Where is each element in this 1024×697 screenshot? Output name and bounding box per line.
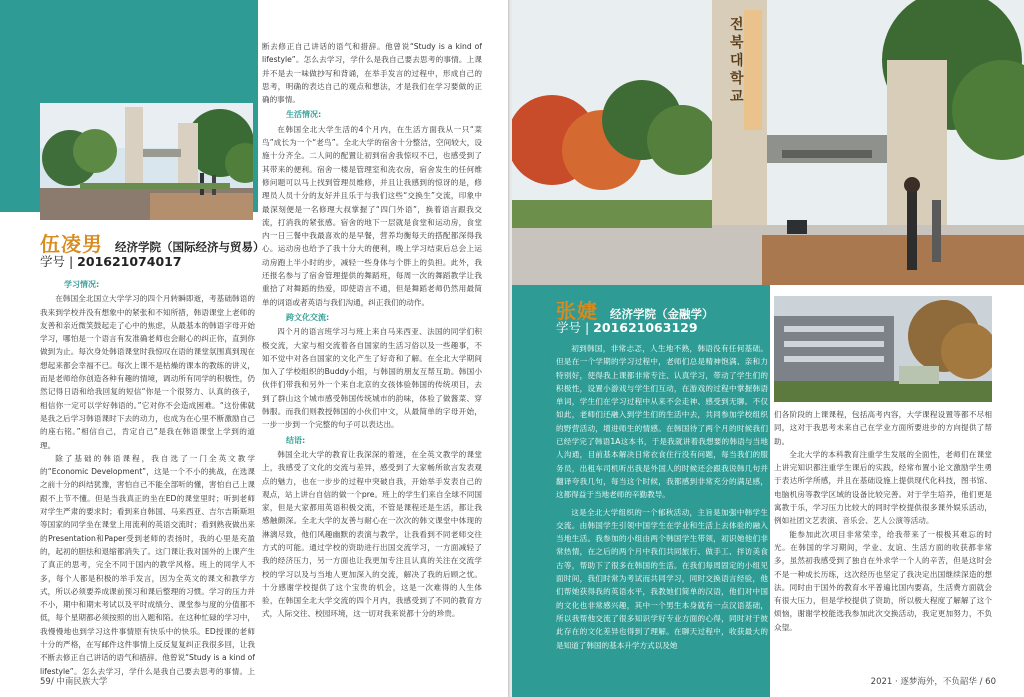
left-person-name: 伍凌男 xyxy=(40,232,103,256)
paragraph-continued: 断去修正自己讲话的语气和措辞。他曾说“Study is a kind of lifestyle”。怎么去学习，学什么是我自己要去思考的事情。上课并不是去一味做抄写和背诵，在举手发言的过程中，形成自己的思考，明确的表达自己的观点和想法，才是我们在学习要做的正确的事情。 xyxy=(262,42,482,105)
left-page xyxy=(0,0,510,697)
paragraph: 初到韩国，非常忐忑，人生地不熟，韩语没有任何基础。但是在一个学期的学习过程中，老师们总是精神饱满、亲和力特别好，使得我上课都非常专注、认真学习，带动了学生们的积极性，设置小游戏与学生们互动，在游戏的过程中掌握韩语单词，学生们在学习过程中从来不会走神、感受到无聊。不仅如此，老师们还融入到学生们的生活中去，共同参加学校组织的野营活动，增进师生的情感。在韩国待了两个月的时候我们已经学完了韩语1A这本书，于是我就讲着我想要的韩语与当地人沟通，目前基本解决日常衣食住行没有问题，每当我们的服务员，出租车司机听出我是外国人的时候还会跟我说韩几句并翻译夸我几句，每当这个时候，我都感到非常充分的满足感，这都得益于当地老师的辛勤教导。 xyxy=(556,344,768,500)
paragraph: 在韩国全北大学生活的4个月内，在生活方面我从一只“菜鸟”成长为一个“老鸟”。全北大学的宿舍十分整洁，空间较大，设施十分齐全。二人间的配置让初到宿舍我惊叹不已，也感受到了其带来的便利。宿舍一楼是管理室和洗衣房，宿舍发生的任何维修问题可以马上找到管理员维修，并且让我感到的惊讶的是，修理员人员十分的友好并且乐于与我们这些“交换生”交流，印象中最深刻便是一名修理大叔掌握了“四门外语”，换着语言跟我交流，打消我的紧张感。宿舍的地下一层就是食堂和运动房，食堂内一日三餐中我最喜欢的是早餐，营养均衡每天的搭配都深得我心。运动房也给予了我十分大的便利，晚上学习结束后总会上运动房跑上半小时的步，减轻一些身体与个胖上的负担。此外，我还报名参与了宿舍管理提供的舞蹈班，每周一次的舞蹈教学让我重拾了对舞蹈的热爱，即使语言不通，但是舞蹈老师仍然用最简单的词语或者英语与我们沟通，纠正我们的动作。 xyxy=(262,124,482,307)
section-heading: 结语: xyxy=(286,435,306,445)
right-page xyxy=(512,0,1024,697)
right-column-2 xyxy=(774,408,992,668)
paragraph: 在韩国全北国立大学学习的四个月转瞬即逝，考基础韩语的我来到学校并没有想象中的紧张和不知所措，韩语课堂上老师的友善和亲近微笑鼓起走了心中的焦虑，从最基本的韩语字母开始学习，哪怕是一个语言有发准确老师也会耐心的纠正你，直到你做到为止。每次身处韩语课堂时我惊叹在语的课堂氛围真到现在想起来都会幸福不已。每次上课不是枯燥的课本的教练的讲义，而是老师给你创造各种有趣的情境，调动所有同学的积极性，仍然记得日语和给我回复的短信“你是一个很努力、认真的孩子，相信你一定可以学好韩语的。”它对你不会造成困难。“这份佛就是我之后学习韩语课时下去的动力，也成为在心里不断激励自己的座右铭。”相信自己，肯定自己”是我在韩语课堂上学到的道理。 xyxy=(40,294,255,450)
paragraph: 这是全北大学组织的一个郁秋活动，主旨是加强中韩学生交流。由韩国学生引领中国学生在学业和生活上去体验的融入当地生活。我参加的小组由两个韩国学生带领，初识她他们非常热情，在之后的两个月中我们共同旅行、做手工、拌访美食古等，帮助下了很多在韩国的生活。在我们每周固定的小组见面时间，我们时常为考试而共同学习，同时交换语言经验，他们帮她获得我的英语水平，我教她们简单的汉语，他们对中国的文化也非常感兴趣，其中一个男生本身就有一点汉语基础，所以我帮他交流了很多知识学好专业方面的心得，同时对于彼此存在的文化差异也得到了理解。在聊天过程中，收获最大的是知道了韩国的基本升学方式以及她 xyxy=(556,507,768,650)
paragraph: 四个月的语言班学习与班上来自马来西亚、法国的同学们积极交流，大家与相交流着各自国家的生活习俗以及一些趣事，不知不觉中对各自国家的文化产生了好奇和了解。在全北大学期间加入了学校组织的Buddy小组，与韩国的朋友互帮互助。韩国小伙伴们带我和另外一个来自北京的女孩体验韩国的传统项目，去到了群山这个城市感受韩国传统城市的韵味，体验了做酱菜、穿韩服。而我们则教授韩国的小伙们中文，从最简单的字母开始，一步一步到一个完整的句子可以表达出。 xyxy=(262,327,482,430)
right-person-dept: 经济学院（金融学） xyxy=(610,307,714,321)
paragraph: 韩国全北大学的教育让我深深的着迷，在全英文教学的课堂上，我感受了文化的交流与差异，感受到了大家畅所欲言发表观点的魅力，也在一步步的过程中突破自我，开始举手发表自己的观点，站上讲台自信的做一个pre。班上的学生们来自全球不同国家，但是大家都用英语积极交流，不管是课程还是生活，都让我感触颇深。全北大学的友善与耐心在一次次的韩文课堂中体现的淋漓尽致，他们风趣幽默的表演与教学，让我看到不同老师交往方式的可能。通过学校的资助进行出国交流学习，一方面减轻了我的经济压力，另一方面也让我更加专注且认真的关注在交流学校的学习以及与当地人更加深入的交流，解决了我的后顾之忧。十分感谢学校提供了这个宝贵的机会，这是一次难得的人生体验，在韩国全北大学交流的四个月内，我感受到了不同的教育方式，人际交往、校园环境，这一切对我来说都十分的珍贵。 xyxy=(262,449,482,619)
left-column-2 xyxy=(262,40,482,680)
paragraph: 除了基础的韩语课程，我自选了一门全英文教学的“Economic Development”，这是一个不小的挑战，在选课之前十分的纠结犹豫，害怕自己不能全部听的懂，害怕自己上课跟不上节不懂。但是当我真正的坐在ED的课堂里时；听到老师对学生严肃的要求时；看到来自韩国、马来西亚、吉尔吉斯斯坦等国家的同学坐在课堂上用流利的英语交流时；看到熟夜做出来的Presentation和Paper受到老师的表扬时，我的心里是充盈的，起初的胆怯和退缩都消失了。这门课让我对国外的上课产生了真正的思考，完全不同于国内的教学风格。班上的同学人不多，每个人都是积极的举手发言，因为全英文的课文和教学方式，所以必须要养成课前预习和课后整理的习惯。学习的压力并不小，期中和期末考试以及平时成绩分、课堂参与度的分值都不低，每个星期都必须按照的出入题和陷。在这种忙碌的学习中，我慢慢地也到学习这件事情原有快乐中的快乐。ED授课的老师十分的严格，在写邮件这件事情上反反复复纠正我很多回，让我不断去修正自己讲话的语气和措辞。他曾说“Study is a kind of lifestyle”。怎么去学习，学什么是我自己要去思考的事情。上 xyxy=(40,453,255,676)
section-heading: 学习情况: xyxy=(64,280,100,289)
left-footer: 59/ 中南民族大学 xyxy=(40,677,108,687)
right-person-name: 张婕 xyxy=(556,299,598,323)
left-student-id xyxy=(40,252,182,270)
section-heading: 跨文化交流: xyxy=(286,312,330,322)
paragraph: 能参加此次项目非常荣幸，给我带来了一根极其难忘的时光。在韩国的学习期间，学业、友谊、生活方面的收获都非常多，虽然初我感受到了独自在外求学一个人的辛苦，但是这时会不是一种成长历练，这次经历也坚定了我决定出国继续深造的想法。同时由于国外的教育水平普遍比国内要高，生活费方面就会有很大压力，但是学校提供了资助，所以极大程度了解解了这个烦恼，谢谢学校能选我参加此次交换活动，我定更加努力，不负众望。 xyxy=(774,529,992,632)
right-column-1 xyxy=(556,342,768,687)
paragraph: 全北大学的本科教育注重学生发展的全面性，老师们在课堂上讲完知识都注重学生课后的实践，经常布置小论文激励学生勇于表达所学所感，并且在基础设施上提供现代化科技，图书馆、电脑机房等教学区域的设备比较完善。对于学生培养，他们更是寓教于乐，学习压力比较大的同时学校提供很多课外娱乐活动，例如社团文艺表演、音乐会、艺人公演等活动。 xyxy=(774,449,992,526)
left-id-label: 学号 | xyxy=(40,254,74,269)
paragraph: 们各阶段的上课课程，包括高考内容，大学课程设置等都不尽相同，这对于我思考未来自己在学业方面所要进步的方向提供了帮助。 xyxy=(774,410,992,446)
right-id-value: 201621063129 xyxy=(593,320,698,335)
right-footer: 2021 · 逐梦海外，不负韶华 / 60 xyxy=(870,677,996,687)
right-campus-photo xyxy=(512,0,1024,285)
right-student-id xyxy=(556,318,698,336)
left-column-1 xyxy=(40,276,255,676)
section-heading: 生活情况: xyxy=(286,110,322,120)
right-small-photo xyxy=(774,296,992,402)
left-person-dept: 经济学院（国际经济与贸易） xyxy=(115,240,265,254)
right-id-label: 学号 | xyxy=(556,320,590,335)
left-id-value: 201621074017 xyxy=(77,254,182,269)
photo-sign-text: 전북대학교 xyxy=(730,17,744,105)
left-campus-photo xyxy=(40,103,253,220)
